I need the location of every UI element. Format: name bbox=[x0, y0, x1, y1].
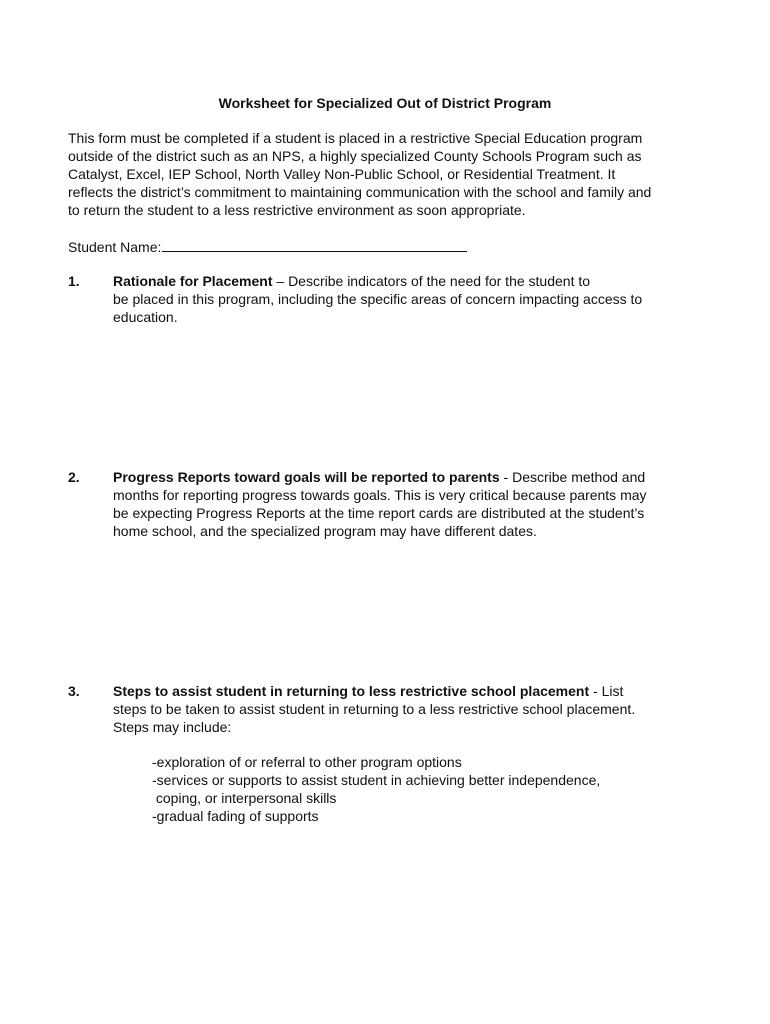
intro-line: Catalyst, Excel, IEP School, North Valley Non-Public School, or Residential Treatment. It bbox=[68, 166, 616, 182]
item-line bbox=[113, 468, 718, 486]
item-body bbox=[113, 682, 718, 736]
item-line: months for reporting progress towards goals. This is very critical because parents may bbox=[113, 487, 647, 503]
item-heading: Rationale for Placement bbox=[113, 273, 273, 289]
item-heading: Steps to assist student in returning to less restrictive school placement bbox=[113, 683, 590, 699]
step-options-list bbox=[152, 753, 600, 825]
document-title: Worksheet for Specialized Out of District Program bbox=[218, 95, 552, 111]
item-line bbox=[113, 682, 718, 700]
step-option: -exploration of or referral to other program options bbox=[152, 754, 462, 770]
intro-line: reflects the district’s commitment to maintaining communication with the school and family and bbox=[68, 184, 652, 200]
item-number: 2. bbox=[68, 469, 80, 485]
student-name-field[interactable] bbox=[162, 237, 467, 252]
item-number: 1. bbox=[68, 273, 80, 289]
item-description: - Describe method and bbox=[499, 469, 646, 485]
item-body bbox=[113, 272, 718, 326]
step-option: -services or supports to assist student in achieving better independence, bbox=[152, 772, 601, 788]
student-name-label: Student Name: bbox=[68, 239, 162, 255]
student-name-row bbox=[68, 237, 467, 256]
item-line: education. bbox=[113, 309, 178, 325]
item-line: Steps may include: bbox=[113, 719, 232, 735]
item-line bbox=[113, 272, 718, 290]
item-line: be placed in this program, including the specific areas of concern impacting access to bbox=[113, 291, 643, 307]
item-line: home school, and the specialized program may have different dates. bbox=[113, 523, 537, 539]
item-number: 3. bbox=[68, 683, 80, 699]
item-description: – Describe indicators of the need for the student to bbox=[272, 273, 591, 289]
step-option: -gradual fading of supports bbox=[152, 808, 319, 824]
item-description: - List bbox=[589, 683, 624, 699]
intro-line: to return the student to a less restrictive environment as soon appropriate. bbox=[68, 202, 526, 218]
item-body bbox=[113, 468, 718, 540]
intro-line: outside of the district such as an NPS, a highly specialized County Schools Program such as bbox=[68, 148, 642, 164]
item-line: be expecting Progress Reports at the time report cards are distributed at the student’s bbox=[113, 505, 645, 521]
step-option: coping, or interpersonal skills bbox=[152, 790, 337, 806]
intro-line: This form must be completed if a student is placed in a restrictive Special Education program bbox=[68, 130, 643, 146]
intro-paragraph bbox=[68, 129, 718, 219]
item-heading: Progress Reports toward goals will be reported to parents bbox=[113, 469, 500, 485]
item-line: steps to be taken to assist student in returning to a less restrictive school placement. bbox=[113, 701, 636, 717]
